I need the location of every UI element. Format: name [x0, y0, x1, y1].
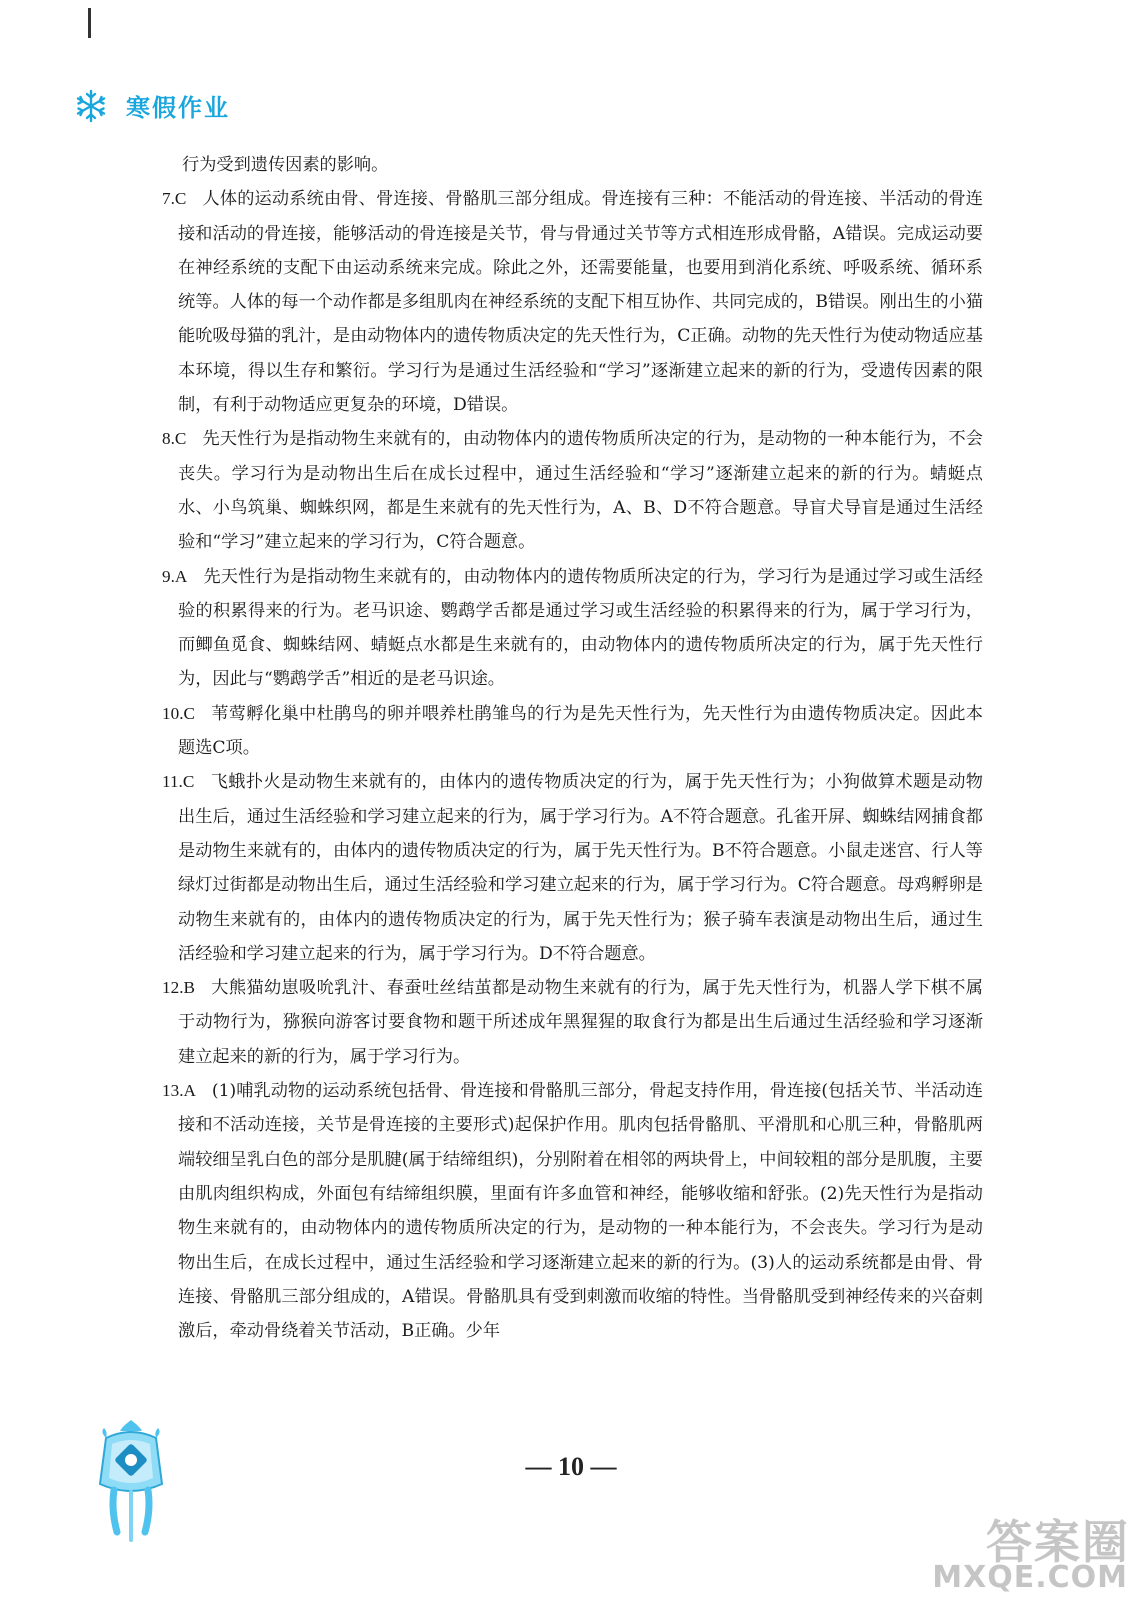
item-explanation: 人体的运动系统由骨、骨连接、骨骼肌三部分组成。骨连接有三种：不能活动的骨连接、半活动的骨连接和活动的骨连接，能够活动的骨连接是关节，骨与骨通过关节等方式相连形成骨骼，A错误。完成运动要在神经系统的支配下由运动系统来完成。除此之外，还需要能量，也要用到消化系统、呼吸系统、循环系统等。人体的每一个动作都是多组肌肉在神经系统的支配下相互协作、共同完成的，B错误。刚出生的小猫能吮吸母猫的乳汁，是由动物体内的遗传物质决定的先天性行为，C正确。动物的先天性行为使动物适应基本环境，得以生存和繁衍。学习行为是通过生活经验和“学习”逐渐建立起来的新的行为，受遗传因素的限制，有利于动物适应更复杂的环境，D错误。 [178, 189, 983, 416]
page-number: — 10 — [525, 1452, 617, 1481]
answer-item-9 [162, 560, 983, 697]
item-number: 10. [162, 703, 184, 723]
snowflake-icon [74, 89, 108, 123]
continuation-text: 行为受到遗传因素的影响。 [182, 155, 389, 175]
item-answer: C [174, 429, 187, 449]
item-answer: A [174, 566, 188, 586]
item-number: 11. [162, 772, 183, 792]
item-number: 9. [162, 566, 175, 586]
answer-item-12 [162, 971, 983, 1074]
item-answer: C [182, 772, 195, 792]
watermark-url: MXQE.COM [932, 1560, 1128, 1595]
item-number: 8. [162, 429, 175, 449]
answer-item-13 [162, 1074, 983, 1348]
watermark [926, 1506, 1142, 1600]
answer-item-11 [162, 765, 983, 971]
item-explanation: 飞蛾扑火是动物生来就有的，由体内的遗传物质决定的行为，属于先天性行为；小狗做算术题是动物出生后，通过生活经验和学习建立起来的行为，属于学习行为。A不符合题意。孔雀开屏、蜘蛛结网捕食都是动物生来就有的，由体内的遗传物质决定的行为，属于先天性行为。B不符合题意。小鼠走迷宫、行人等绿灯过街都是动物出生后，通过生活经验和学习建立起来的行为，属于学习行为。C符合题意。母鸡孵卵是动物生来就有的，由体内的遗传物质决定的行为，属于先天性行为；猴子骑车表演是动物出生后，通过生活经验和学习建立起来的行为，属于学习行为。D不符合题意。 [178, 772, 983, 964]
item-answer: C [174, 189, 187, 209]
item-number: 13. [162, 1081, 184, 1101]
page-edge-mark [88, 8, 91, 38]
item-answer: B [183, 978, 195, 998]
page-title: 寒假作业 [126, 94, 230, 122]
answer-item-10 [162, 697, 983, 766]
page-header [74, 88, 230, 123]
answer-item-8 [162, 422, 983, 559]
lantern-icon [92, 1418, 170, 1546]
item-number: 7. [162, 189, 175, 209]
item-answer: A [183, 1081, 196, 1101]
item-explanation: (1)哺乳动物的运动系统包括骨、骨连接和骨骼肌三部分，骨起支持作用，骨连接(包括关节、半活动连接和不活动连接，关节是骨连接的主要形式)起保护作用。肌肉包括骨骼肌、平滑肌和心肌三种，骨骼肌两端较细呈乳白色的部分是肌腱(属于结缔组织)，分别附着在相邻的两块骨上，中间较粗的部分是肌腹，主要由肌肉组织构成，外面包有结缔组织膜，里面有许多血管和神经，能够收缩和舒张。(2)先天性行为是指动物生来就有的，由动物体内的遗传物质所决定的行为，是动物的一种本能行为，不会丧失。学习行为是动物出生后，在成长过程中，通过生活经验和学习逐渐建立起来的新的行为。(3)人的运动系统都是由骨、骨连接、骨骼肌三部分组成的，A错误。骨骼肌具有受到刺激而收缩的特性。当骨骼肌受到神经传来的兴奋刺激后，牵动骨绕着关节活动，B正确。少年 [178, 1081, 983, 1342]
item-answer: C [183, 703, 195, 723]
answer-content [162, 148, 983, 1348]
item-explanation: 先天性行为是指动物生来就有的，由动物体内的遗传物质所决定的行为，是动物的一种本能行为，不会丧失。学习行为是动物出生后在成长过程中，通过生活经验和“学习”逐渐建立起来的新的行为。蜻蜓点水、小鸟筑巢、蜘蛛织网，都是生来就有的先天性行为，A、B、D不符合题意。导盲犬导盲是通过生活经验和“学习”建立起来的学习行为，C符合题意。 [178, 429, 983, 553]
answer-item-7 [162, 182, 983, 422]
item-explanation: 苇莺孵化巢中杜鹃鸟的卵并喂养杜鹃雏鸟的行为是先天性行为，先天性行为由遗传物质决定。因此本题选C项。 [178, 703, 983, 759]
watermark-text: 答案圈 [986, 1515, 1130, 1569]
item-number: 12. [162, 978, 184, 998]
item-explanation: 大熊猫幼崽吸吮乳汁、春蚕吐丝结茧都是动物生来就有的行为，属于先天性行为，机器人学下棋不属于动物行为，猕猴向游客讨要食物和题干所述成年黑猩猩的取食行为都是出生后通过生活经验和学习逐渐建立起来的新的行为，属于学习行为。 [178, 978, 983, 1067]
item-explanation: 先天性行为是指动物生来就有的，由动物体内的遗传物质所决定的行为，学习行为是通过学习或生活经验的积累得来的行为。老马识途、鹦鹉学舌都是通过学习或生活经验的积累得来的行为，属于学习行为，而鲫鱼觅食、蜘蛛结网、蜻蜓点水都是生来就有的，由动物体内的遗传物质所决定的行为，属于先天性行为，因此与“鹦鹉学舌”相近的是老马识途。 [178, 566, 983, 690]
